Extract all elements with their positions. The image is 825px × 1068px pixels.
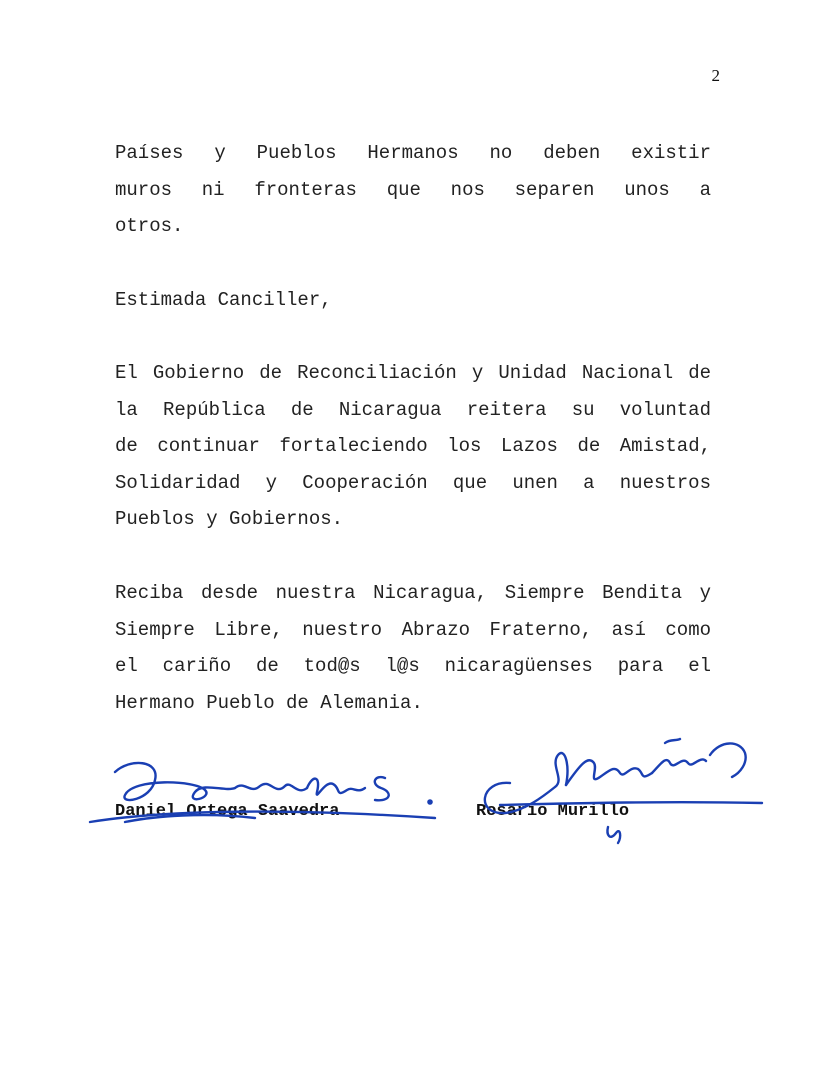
paragraph-closing-thought — [115, 135, 711, 245]
text-line: la República de Nicaragua reitera su voluntad — [115, 398, 711, 421]
paragraph-farewell — [115, 575, 711, 721]
text-line: el cariño de tod@s l@s nicaragüenses para el — [115, 655, 711, 678]
text-line: Estimada Canciller, — [115, 289, 332, 311]
handwritten-signature-murillo — [470, 725, 770, 850]
text-line: Pueblos y Gobiernos. — [115, 508, 344, 531]
page-number: 2 — [711, 66, 720, 85]
signatory-name-rosario-murillo: Rosario Murillo — [476, 802, 630, 821]
text-line: Países y Pueblos Hermanos no deben existir — [115, 142, 711, 164]
text-line: de continuar fortaleciendo los Lazos de Amistad, — [115, 435, 711, 458]
salutation — [115, 282, 711, 319]
handwritten-signature-ortega — [85, 750, 445, 850]
text-line: El Gobierno de Reconciliación y Unidad Nacional de — [115, 362, 711, 384]
signatory-name-daniel-ortega: Daniel Ortega Saavedra — [115, 802, 340, 821]
text-line: Reciba desde nuestra Nicaragua, Siempre Bendita y — [115, 582, 711, 604]
paragraph-government-message — [115, 355, 711, 538]
text-line: Hermano Pueblo de Alemania. — [115, 691, 423, 714]
text-line: otros. — [115, 215, 184, 238]
text-line: Solidaridad y Cooperación que unen a nuestros — [115, 471, 711, 494]
text-line: Siempre Libre, nuestro Abrazo Fraterno, así como — [115, 618, 711, 641]
text-line: muros ni fronteras que nos separen unos a — [115, 178, 711, 201]
